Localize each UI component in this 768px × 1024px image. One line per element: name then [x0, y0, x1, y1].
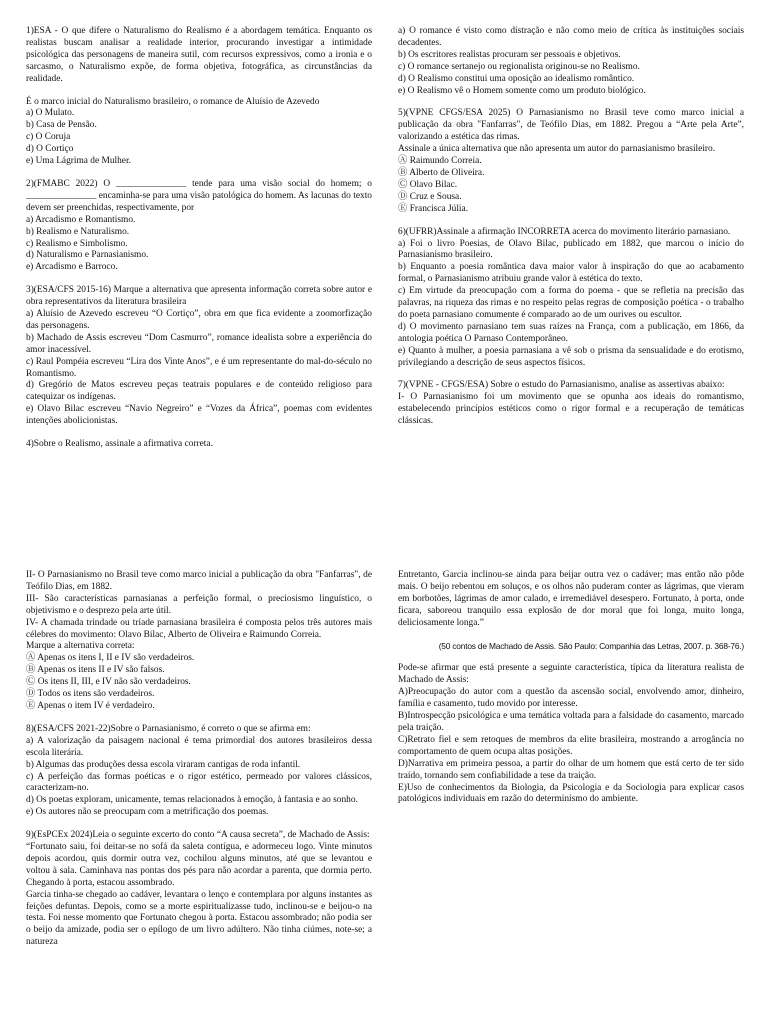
- q1-option-a: a) O Mulato.: [26, 108, 75, 119]
- q6-stem: 6)(UFRR)Assinale a afirmação INCORRETA acerca do movimento literário parnasiano.: [398, 226, 731, 237]
- q3-stem: 3)(ESA/CFS 2015-16) Marque a alternativa que apresenta informação correta sobre autor e obra representativos da literatura brasileira: [26, 285, 372, 308]
- q6-option-e: e) Quanto à mulher, a poesia parnasiana a vê sob o prisma da sensualidade e do erotismo, privilegiando a descrição de seus aspectos físicos.: [398, 345, 744, 368]
- q8-option-a: a) A valorização da paisagem nacional é tema primordial dos autores brasileiros dessa escola literária.: [26, 735, 372, 758]
- q3-option-b: b) Machado de Assis escreveu “Dom Casmurro”, romance idealista sobre a experiência do amor inacessível.: [26, 332, 372, 355]
- q2-option-c: c) Realismo e Simbolismo.: [26, 238, 128, 249]
- q9-option-c: C)Retrato fiel e sem retoques de membros da elite brasileira, mostrando a arrogância no comportamento de quem ocupa altas posições.: [398, 734, 744, 757]
- q2-stem: 2)(FMABC 2022) O _______________ tende para uma visão social do homem; o _______________ encaminha-se para uma visão patológica do homem. As lacunas do texto devem ser preenchidas, respectivamente, por: [26, 178, 372, 213]
- q2-option-a: a) Arcadismo e Romantismo.: [26, 214, 136, 225]
- q7-option-b: Ⓑ Apenas os itens II e IV são falsos.: [26, 665, 165, 676]
- q7-option-c: Ⓒ Os itens II, III, e IV não são verdadeiros.: [26, 677, 191, 688]
- q9-stem: 9)(EsPCEx 2024)Leia o seguinte excerto do conto “A causa secreta”, de Machado de Assis:: [26, 830, 370, 841]
- q5-option-c: Ⓒ Olavo Bilac.: [398, 179, 458, 190]
- q2-option-b: b) Realismo e Naturalismo.: [26, 226, 130, 237]
- page1-left-column: [26, 26, 372, 451]
- q7-item-2: II- O Parnasianismo no Brasil teve como marco inicial a publicação da obra "Fanfarras", de Teófilo Dias, em 1882.: [26, 570, 372, 592]
- q5-option-b: Ⓑ Alberto de Oliveira.: [398, 167, 485, 178]
- q4-option-c: c) O romance sertanejo ou regionalista originou-se no Realismo.: [398, 61, 640, 72]
- q7-stem: 7)(VPNE - CFGS/ESA) Sobre o estudo do Parnasianismo, analise as assertivas abaixo:: [398, 380, 725, 391]
- q1-option-c: c) O Coruja: [26, 132, 71, 143]
- q6-option-a: a) Foi o livro Poesias, de Olavo Bilac, publicado em 1882, que marcou o início do Parnasianismo brasileiro.: [398, 238, 744, 261]
- q5-option-a: Ⓐ Raimundo Correia.: [398, 156, 482, 167]
- q6-option-b: b) Enquanto a poesia romântica dava maior valor à inspiração do que ao acabamento formal, o Parnasianismo atribuiu grande valor à estética do texto.: [398, 262, 744, 285]
- q6-option-d: d) O movimento parnasiano tem suas raízes na França, com a publicação, em 1866, da antologia poética O Parnaso Contemporâneo.: [398, 321, 744, 344]
- q8-option-c: c) A perfeição das formas poéticas e o rigor estético, permeado por valores clássicos, caracterizam-no.: [26, 771, 372, 794]
- page1-right-column: [398, 26, 744, 428]
- q9-excerpt-paragraph-2: Garcia tinha-se chegado ao cadáver, levantara o lenço e contemplara por alguns instantes as feições defuntas. Depois, como se a morte espiritualizasse tudo, inclinou-se e beijou-o na testa. Foi nesse momento que Fortunato chegou à porta. Estacou assombrado; não podia ser o beijo da amizade, podia ser o epílogo de um livro adúltero. Não tinha ciúmes, note-se; a natureza: [26, 889, 372, 948]
- q3-option-d: d) Gregório de Matos escreveu peças teatrais populares e de conteúdo religioso para catequizar os indígenas.: [26, 380, 372, 403]
- q1-stem: É o marco inicial do Naturalismo brasileiro, o romance de Aluísio de Azevedo: [26, 96, 320, 107]
- q2-option-e: e) Arcadismo e Barroco.: [26, 262, 118, 273]
- q4-option-d: d) O Realismo constitui uma oposição ao idealismo romântico.: [398, 73, 635, 84]
- q8-stem: 8)(ESA/CFS 2021-22)Sobre o Parnasianismo, é correto o que se afirma em:: [26, 723, 311, 734]
- page2-left-column: [26, 570, 372, 949]
- q7-item-4: IV- A chamada trindade ou tríade parnasiana brasileira é composta pelos três autores mais célebres do movimento: Olavo Bilac, Alberto de Oliveira e Raimundo Correia.: [26, 617, 372, 640]
- page2-right-column: [398, 570, 744, 806]
- q7-option-e: Ⓔ Apenas o item IV é verdadeiro.: [26, 700, 155, 711]
- q7-option-a: Ⓐ Apenas os itens I, II e IV são verdadeiros.: [26, 653, 195, 664]
- q9-question: Pode-se afirmar que está presente a seguinte característica, típica da literatura realista de Machado de Assis:: [398, 663, 744, 686]
- q7-item-3: III- São características parnasianas a perfeição formal, o preciosismo linguístico, o objetivismo e o desprezo pela arte útil.: [26, 593, 372, 616]
- q2-option-d: d) Naturalismo e Parnasianismo.: [26, 250, 149, 261]
- q1-option-d: d) O Cortiço: [26, 144, 74, 155]
- q3-option-a: a) Aluísio de Azevedo escreveu “O Cortiço”, obra em que fica evidente a zoomorfização das personagens.: [26, 309, 372, 331]
- q4-option-b: b) Os escritores realistas procuram ser pessoais e objetivos.: [398, 49, 621, 60]
- q3-option-c: c) Raul Pompéia escreveu “Lira dos Vinte Anos”, e é um representante do mal-do-século no Romantismo.: [26, 356, 372, 379]
- q9-option-a: A)Preocupação do autor com a questão da ascensão social, envolvendo amor, dinheiro, família e casamento, tudo movido por interesse.: [398, 687, 744, 710]
- q8-option-b: b) Algumas das produções dessa escola viraram cantigas de roda infantil.: [26, 759, 301, 770]
- q7-question: Marque a alternativa correta:: [26, 641, 135, 652]
- q4-option-a: a) O romance é visto como distração e não como meio de crítica às instituições sociais decadentes.: [398, 26, 744, 48]
- q1-option-e: e) Uma Lágrima de Mulher.: [26, 156, 131, 167]
- q6-option-c: c) Em virtude da preocupação com a forma do poema - que se refletia na precisão das palavras, na riqueza das rimas e no respeito pelas regras de composição poética - o trabalho do poeta parnasiano comumente é comparado ao de um ourives ou escultor.: [398, 286, 744, 320]
- q9-option-e: E)Uso de conhecimentos da Biologia, da Psicologia e da Sociologia para explicar casos patológicos individuais em razão do determinismo do ambiente.: [398, 782, 744, 805]
- q9-excerpt-paragraph-1: “Fortunato saiu, foi deitar-se no sofá da saleta contígua, e adormeceu logo. Vinte minutos depois acordou, quis dormir outra vez, cochilou alguns minutos, até que se levantou e voltou à sala. Caminhava nas pontas dos pés para não acordar a parenta, que dormia perto. Chegando à porta, estacou assombrado.: [26, 842, 372, 888]
- q9-excerpt-paragraph-3: Entretanto, Garcia inclinou-se ainda para beijar outra vez o cadáver; mas então não pôde mais. O beijo rebentou em soluços, e os olhos não puderam conter as lágrimas, que vieram em borbotões, lágrimas de amor calado, e irremediável desespero. Fortunato, à porta, onde ficara, saboreou tranquilo essa explosão de dor moral que foi longa, muito longa, deliciosamente longa.”: [398, 570, 744, 628]
- q9-option-b: B)Introspecção psicológica e uma temática voltada para a falsidade do casamento, marcado pela traição.: [398, 711, 744, 733]
- q4-stem: 4)Sobre o Realismo, assinale a afirmativa correta.: [26, 439, 213, 450]
- q9-citation: (50 contos de Machado de Assis. São Paulo: Companhia das Letras, 2007. p. 368-76.): [438, 640, 744, 651]
- q1-intro: 1)ESA - O que difere o Naturalismo do Realismo é a abordagem temática. Enquanto os realistas buscam analisar a realidade interior, procurando investigar a intimidade psicológica das personagens de maneira sutil, com recursos expressivos, como a ironia e o sarcasmo, o Naturalismo expõe, de forma objetiva, fotográfica, as circunstâncias da realidade.: [26, 26, 372, 84]
- q4-option-e: e) O Realismo vê o Homem somente como um produto biológico.: [398, 85, 646, 96]
- q8-option-d: d) Os poetas exploram, unicamente, temas relacionados à emoção, à fantasia e ao sonho.: [26, 795, 358, 806]
- q7-option-d: Ⓓ Todos os itens são verdadeiros.: [26, 689, 155, 700]
- q9-option-d: D)Narrativa em primeira pessoa, a partir do olhar de um homem que está certo de ter sido traído, tornando sem confiabilidade a tese da traição.: [398, 758, 744, 781]
- q5-question: Assinale a única alternativa que não apresenta um autor do parnasianismo brasileiro.: [398, 144, 716, 155]
- q8-option-e: e) Os autores não se preocupam com a metrificação dos poemas.: [26, 807, 269, 818]
- q7-item-1: I- O Parnasianismo foi um movimento que se opunha aos ideais do romantismo, estabelecendo princípios estéticos como o rigor formal e a recuperação de temáticas clássicas.: [398, 392, 744, 427]
- q5-stem: 5)(VPNE CFGS/ESA 2025) O Parnasianismo no Brasil teve como marco inicial a publicação da obra "Fanfarras", de Teófilo Dias, em 1882. Pregou a “Arte pela Arte”, valorizando a estética das rimas.: [398, 108, 744, 143]
- q3-option-e: e) Olavo Bilac escreveu “Navio Negreiro” e “Vozes da África”, poemas com evidentes intenções abolicionistas.: [26, 404, 372, 427]
- q5-option-e: Ⓔ Francisca Júlia.: [398, 203, 469, 214]
- q5-option-d: Ⓓ Cruz e Sousa.: [398, 191, 462, 202]
- q1-option-b: b) Casa de Pensão.: [26, 120, 97, 131]
